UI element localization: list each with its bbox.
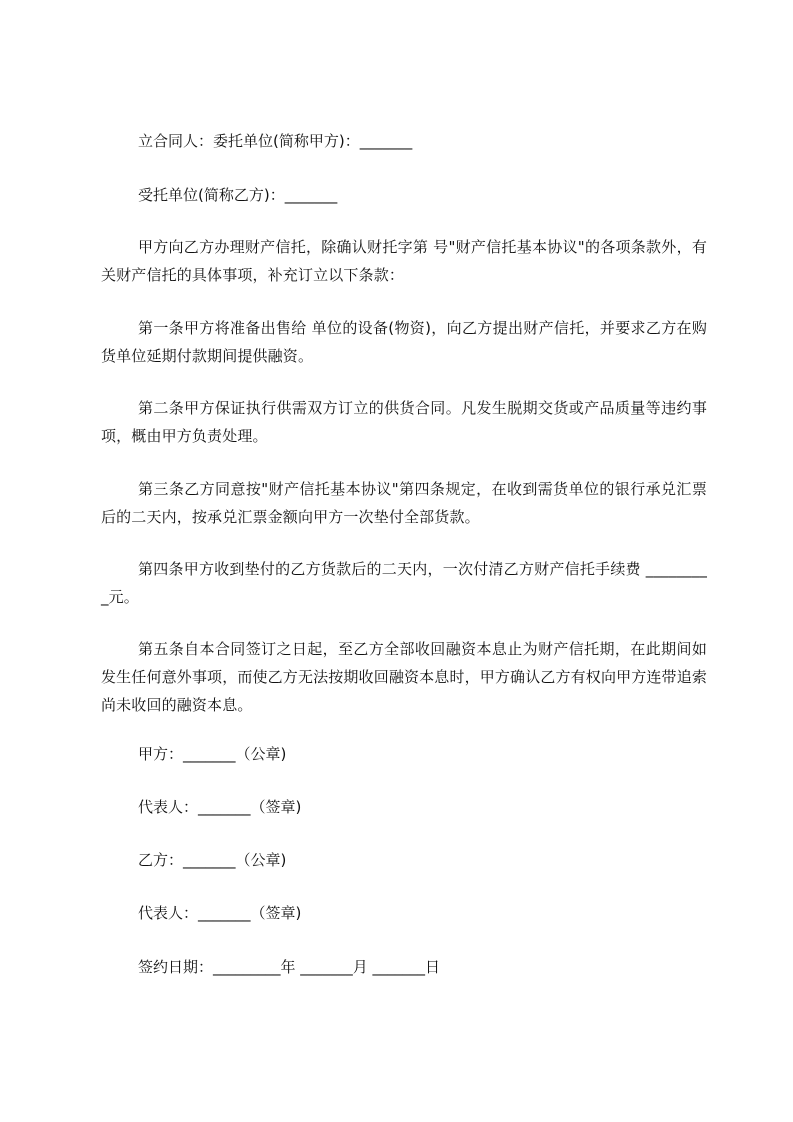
party-b-line: 受托单位(简称乙方)：_______: [138, 186, 338, 204]
party-b-seal-line: 乙方：_______（公章): [138, 851, 287, 869]
clause-5: 第五条自本合同签订之日起，至乙方全部收回融资本息止为财产信托期，在此期间如发生任何意外事项，而使乙方无法按期收回融资本息时，甲方确认乙方有权向甲方连带追索尚未收回的融资本息。: [101, 640, 708, 714]
clause-2: 第二条甲方保证执行供需双方订立的供货合同。凡发生脱期交货或产品质量等违约事项，概由甲方负责处理。: [101, 399, 707, 445]
party-a-line: 立合同人：委托单位(简称甲方)：_______: [138, 132, 413, 150]
clause-4: 第四条甲方收到垫付的乙方货款后的二天内，一次付清乙方财产信托手续费 _________元。: [101, 560, 707, 606]
signing-date-line: 签约日期：_________年 _______月 _______日: [138, 958, 441, 976]
party-a-seal-line: 甲方：_______（公章): [138, 745, 287, 763]
party-b-representative-line: 代表人：_______（签章): [138, 904, 302, 922]
clause-1: 第一条甲方将准备出售给 单位的设备(物资)，向乙方提出财产信托，并要求乙方在购货单位延期付款期间提供融资。: [101, 319, 707, 365]
party-a-representative-line: 代表人：_______（签章): [138, 798, 302, 816]
intro-paragraph: 甲方向乙方办理财产信托，除确认财托字第 号"财产信托基本协议"的各项条款外，有关财产信托的具体事项，补充订立以下条款：: [101, 238, 707, 284]
clause-3: 第三条乙方同意按"财产信托基本协议"第四条规定，在收到需货单位的银行承兑汇票后的二天内，按承兑汇票金额向甲方一次垫付全部货款。: [101, 480, 707, 526]
